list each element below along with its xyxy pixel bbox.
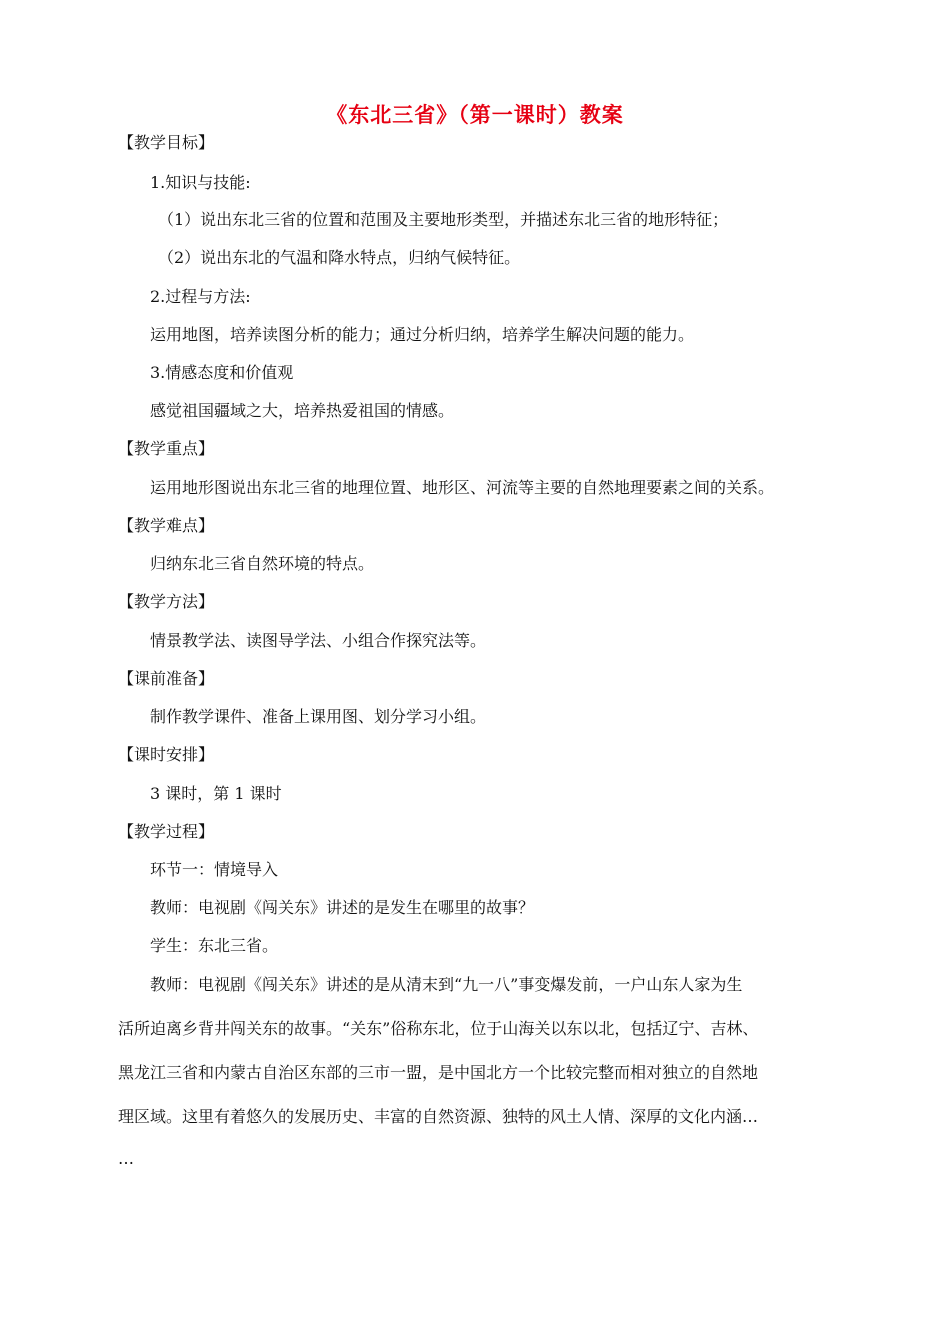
heading-methods: 【教学方法】 (118, 592, 215, 611)
preparation-text: 制作教学课件、准备上课用图、划分学习小组。 (150, 707, 487, 726)
teacher-question: 教师：电视剧《闯关东》讲述的是发生在哪里的故事？ (150, 898, 535, 917)
document-title: 《东北三省》（第一课时）教案 (326, 103, 624, 127)
objective-attitude-text: 感觉祖国疆域之大，培养热爱祖国的情感。 (150, 401, 455, 420)
methods-text: 情景教学法、读图导学法、小组合作探究法等。 (150, 631, 487, 650)
heading-difficulties: 【教学难点】 (118, 516, 215, 535)
process-step-1: 环节一：情境导入 (150, 860, 279, 879)
teacher-paragraph-line-1: 教师：电视剧《闯关东》讲述的是从清末到“九一八”事变爆发前，一户山东人家为生 (150, 975, 743, 994)
objective-knowledge-item-1: （1）说出东北三省的位置和范围及主要地形类型，并描述东北三省的地形特征； (158, 210, 729, 229)
objective-knowledge-title: 1.知识与技能: (150, 173, 251, 192)
heading-process: 【教学过程】 (118, 822, 215, 841)
heading-objectives: 【教学目标】 (118, 133, 215, 152)
teacher-paragraph-line-4: 理区域。这里有着悠久的发展历史、丰富的自然资源、独特的风土人情、深厚的文化内涵… (118, 1107, 759, 1126)
heading-key-points: 【教学重点】 (118, 439, 215, 458)
objective-process-text: 运用地图，培养读图分析的能力；通过分析归纳，培养学生解决问题的能力。 (150, 325, 695, 344)
objective-attitude-title: 3.情感态度和价值观 (150, 363, 294, 382)
student-answer: 学生：东北三省。 (150, 936, 279, 955)
schedule-text: 3 课时，第 1 课时 (150, 784, 282, 803)
key-points-text: 运用地形图说出东北三省的地理位置、地形区、河流等主要的自然地理要素之间的关系。 (150, 478, 775, 497)
objective-knowledge-item-2: （2）说出东北的气温和降水特点，归纳气候特征。 (158, 248, 521, 267)
teacher-paragraph-line-3: 黑龙江三省和内蒙古自治区东部的三市一盟，是中国北方一个比较完整而相对独立的自然地 (118, 1063, 759, 1082)
heading-schedule: 【课时安排】 (118, 745, 215, 764)
difficulties-text: 归纳东北三省自然环境的特点。 (150, 554, 375, 573)
teacher-paragraph-line-2: 活所迫离乡背井闯关东的故事。“关东”俗称东北，位于山海关以东以北，包括辽宁、吉林、 (118, 1019, 759, 1038)
teacher-paragraph-line-5: … (118, 1149, 134, 1168)
heading-preparation: 【课前准备】 (118, 669, 215, 688)
objective-process-title: 2.过程与方法: (150, 287, 251, 306)
